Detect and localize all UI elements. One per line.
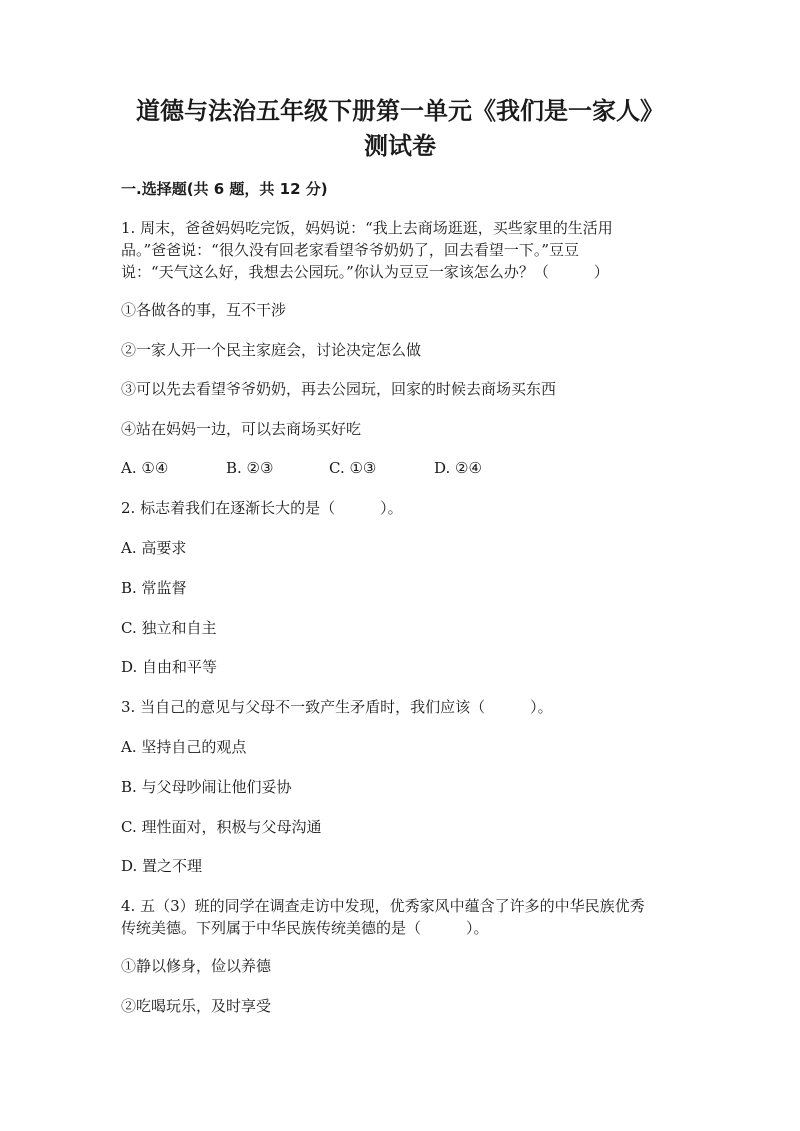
option-d[interactable]: D. ②④ xyxy=(434,459,482,477)
option-c[interactable]: C. ①③ xyxy=(329,459,377,477)
question-3-stem: 3. 当自己的意见与父母不一致产生矛盾时，我们应该（ ）。 xyxy=(121,698,553,716)
option-a[interactable]: A. 坚持自己的观点 xyxy=(121,738,247,756)
question-4-item: ②吃喝玩乐，及时享受 xyxy=(121,997,272,1015)
question-1-item: ③可以先去看望爷爷奶奶，再去公园玩，回家的时候去商场买东西 xyxy=(121,380,557,398)
page-title: 道德与法治五年级下册第一单元《我们是一家人》 xyxy=(136,97,664,125)
question-1-stem-line: 品。”爸爸说：“很久没有回老家看望爷爷奶奶了，回去看望一下。”豆豆 xyxy=(121,241,580,259)
question-2-stem: 2. 标志着我们在逐渐长大的是（ ）。 xyxy=(121,499,403,517)
question-4-stem-line: 传统美德。下列属于中华民族传统美德的是（ ）。 xyxy=(121,919,489,937)
option-a[interactable]: A. ①④ xyxy=(121,459,169,477)
option-b[interactable]: B. 常监督 xyxy=(121,579,187,597)
question-1-item: ④站在妈妈一边，可以去商场买好吃 xyxy=(121,420,362,438)
question-1-item: ①各做各的事，互不干涉 xyxy=(121,301,287,319)
question-1-stem-line: 1. 周末，爸爸妈妈吃完饭，妈妈说：“我上去商场逛逛，买些家里的生活用 xyxy=(121,219,613,237)
section-heading: 一.选择题(共 6 题，共 12 分) xyxy=(121,180,328,198)
option-b[interactable]: B. ②③ xyxy=(226,459,274,477)
question-4-stem-line: 4. 五（3）班的同学在调查走访中发现，优秀家风中蕴含了许多的中华民族优秀 xyxy=(121,897,645,915)
option-b[interactable]: B. 与父母吵闹让他们妥协 xyxy=(121,778,292,796)
question-1-item: ②一家人开一个民主家庭会，讨论决定怎么做 xyxy=(121,341,422,359)
option-c[interactable]: C. 独立和自主 xyxy=(121,619,217,637)
option-a[interactable]: A. 高要求 xyxy=(121,539,187,557)
option-d[interactable]: D. 置之不理 xyxy=(121,857,203,875)
page-title-line2: 测试卷 xyxy=(364,132,436,160)
option-c[interactable]: C. 理性面对，积极与父母沟通 xyxy=(121,818,322,836)
question-4-item: ①静以修身，俭以养德 xyxy=(121,957,272,975)
option-d[interactable]: D. 自由和平等 xyxy=(121,658,218,676)
question-1-stem-line: 说：“天气这么好，我想去公园玩。”你认为豆豆一家该怎么办？（ ） xyxy=(121,263,609,281)
